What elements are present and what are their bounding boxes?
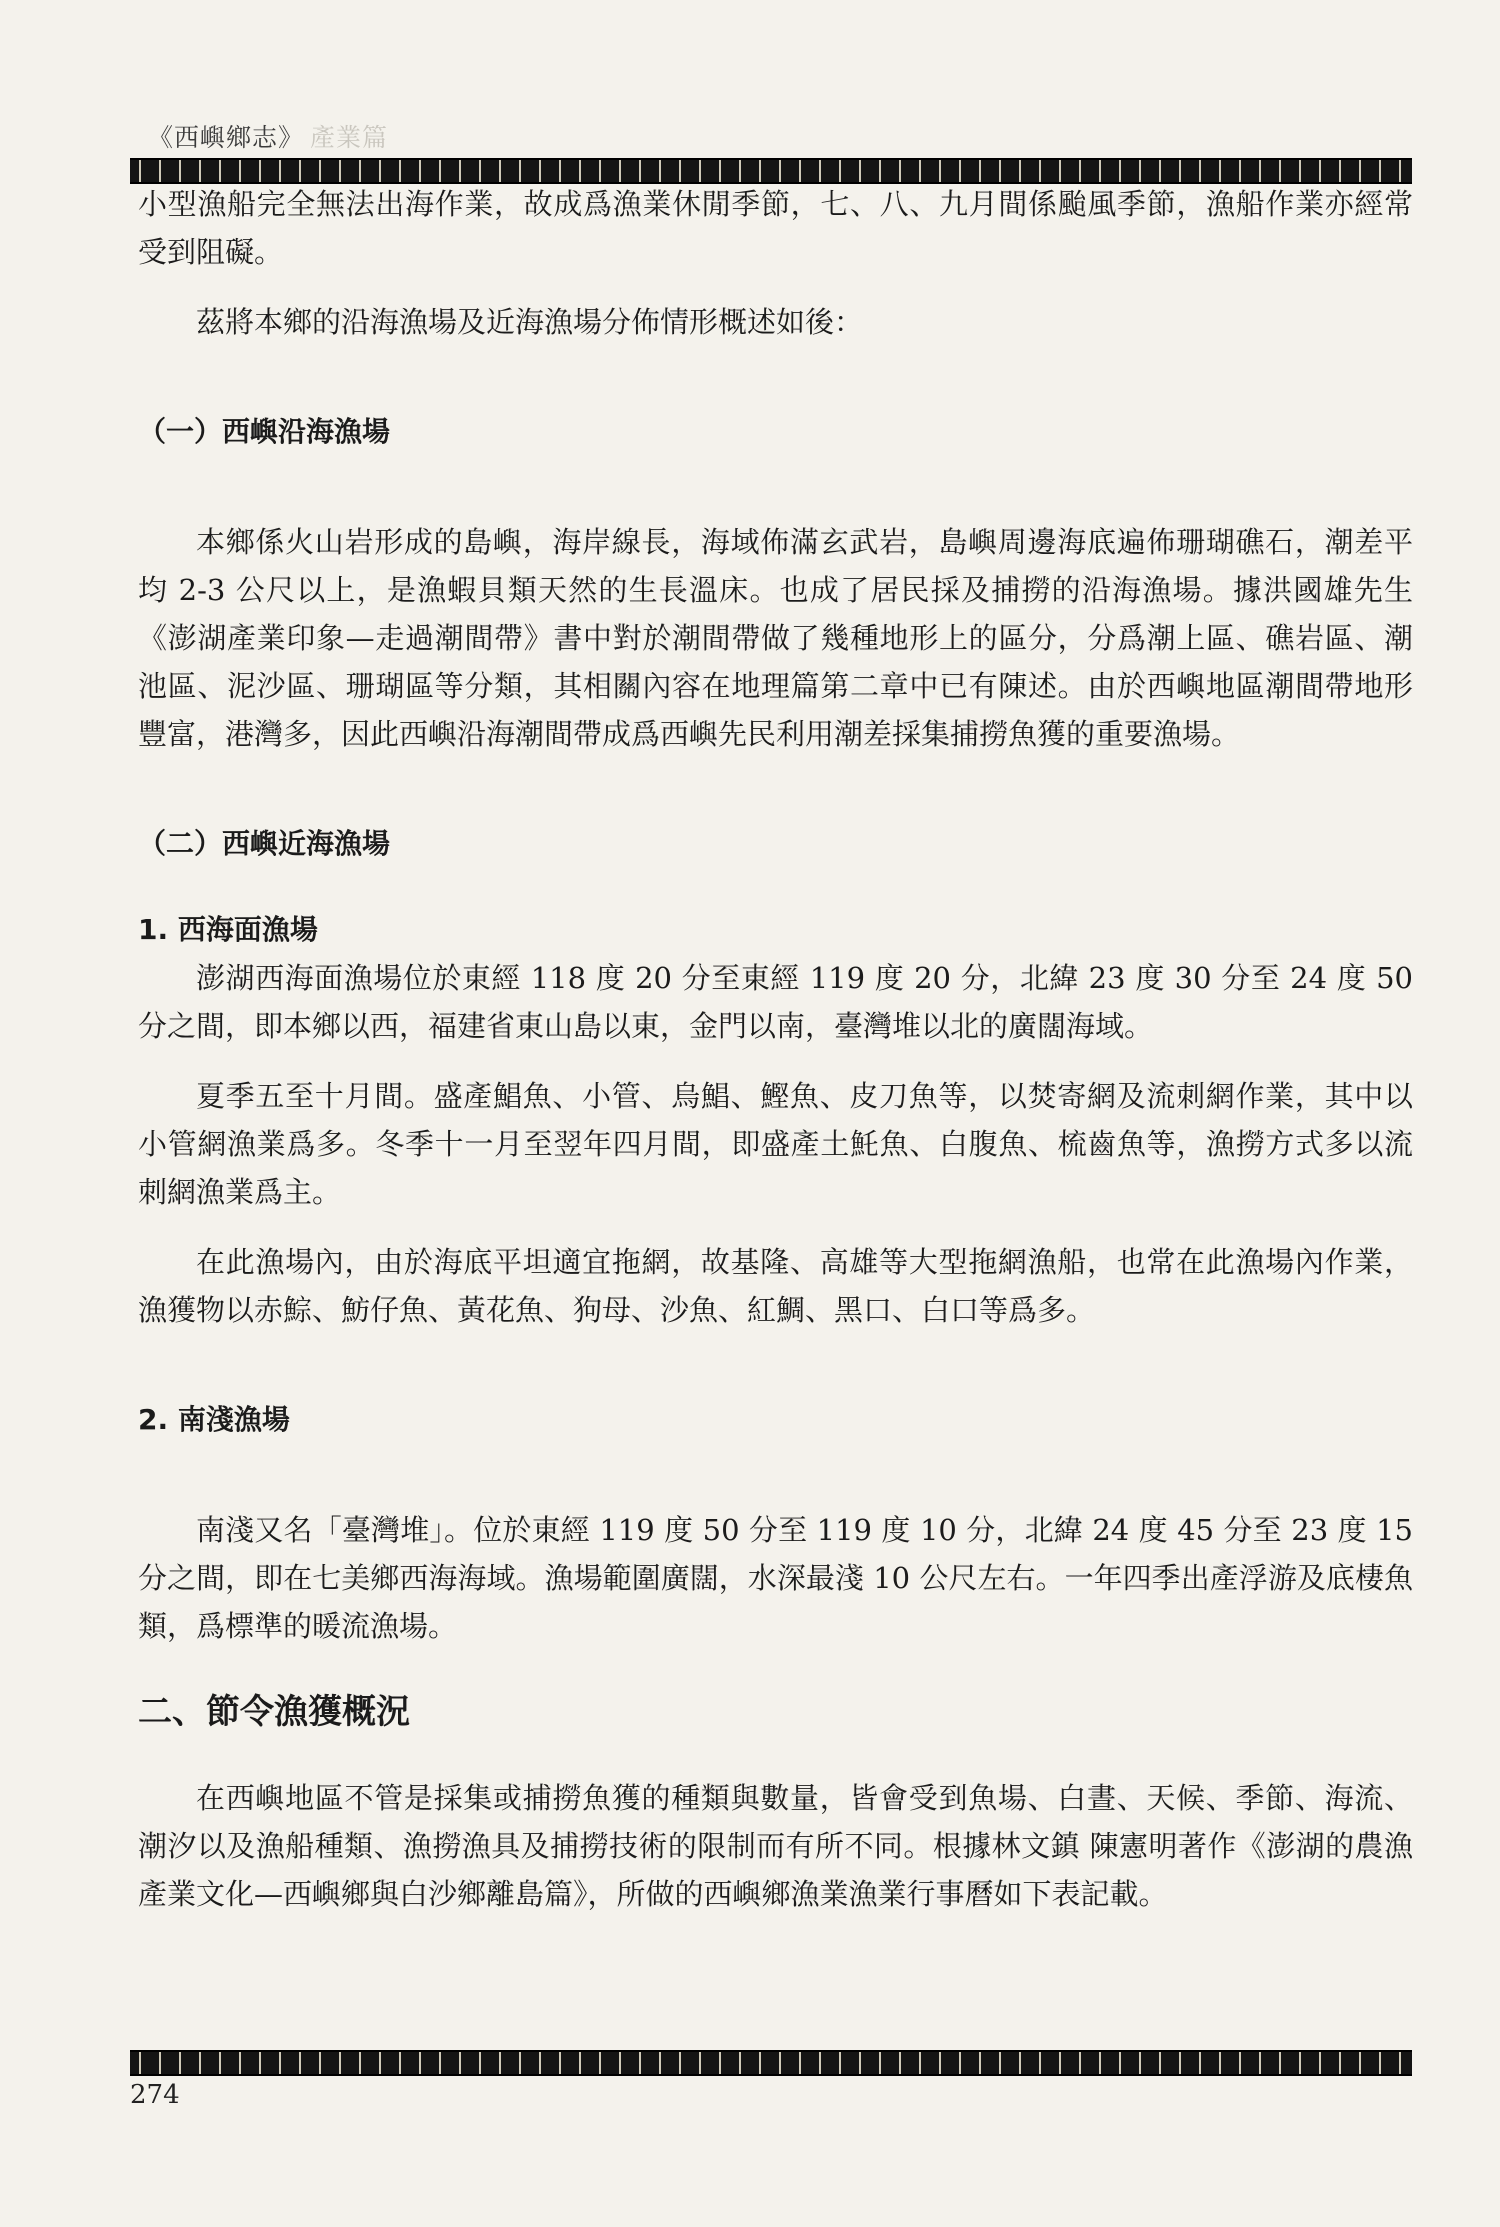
paragraph-west-sea-trawling: 在此漁場內，由於海底平坦適宜拖網，故基隆、高雄等大型拖網漁船，也常在此漁場內作業，漁獲物以赤鯮、魴仔魚、黃花魚、狗母、沙魚、紅鯛、黑口、白口等爲多。: [138, 1245, 1413, 1327]
paragraph-west-sea-seasons: 夏季五至十月間。盛產鯧魚、小管、烏鯧、鰹魚、皮刀魚等，以焚寄網及流刺網作業，其中以小管網漁業爲多。冬季十一月至翌年四月間，即盛產土魠魚、白腹魚、梳齒魚等，漁撈方式多以流刺網漁業爲主。: [138, 1079, 1413, 1209]
decorative-border-bottom: [130, 2050, 1412, 2076]
paragraph-west-sea-location: 澎湖西海面漁場位於東經 118 度 20 分至東經 119 度 20 分，北緯 23 度 30 分至 24 度 50 分之間，即本鄉以西，福建省東山島以東，金門以南，臺灣堆以北的廣闊海域。: [138, 961, 1413, 1043]
running-header: [148, 118, 388, 154]
subheading-offshore-fishery: （二）西嶼近海漁場: [138, 827, 391, 860]
subheading-west-sea-fishery: 1. 西海面漁場: [138, 913, 318, 946]
page-body: [138, 180, 1413, 1918]
page-number: 274: [130, 2080, 180, 2110]
paragraph-seasonal-catch: 在西嶼地區不管是採集或捕撈魚獲的種類與數量，皆會受到魚場、白晝、天候、季節、海流、潮汐以及漁船種類、漁撈漁具及捕撈技術的限制而有所不同。根據林文鎮 陳憲明著作《澎湖的農漁產業文化—西嶼鄉與白沙鄉離島篇》，所做的西嶼鄉漁業漁業行事曆如下表記載。: [138, 1781, 1413, 1911]
bleed-through-text: 產業篇: [310, 123, 389, 152]
paragraph-nanqian-fishery: 南淺又名「臺灣堆」。位於東經 119 度 50 分至 119 度 10 分，北緯 24 度 45 分至 23 度 15 分之間，即在七美鄉西海海域。漁場範圍廣闊，水深最淺 10 公尺左右。一年四季出產浮游及底棲魚類，爲標準的暖流漁場。: [138, 1513, 1413, 1643]
paragraph-coastal-fishery: 本鄉係火山岩形成的島嶼，海岸線長，海域佈滿玄武岩，島嶼周邊海底遍佈珊瑚礁石，潮差平均 2-3 公尺以上，是漁蝦貝類天然的生長溫床。也成了居民採及捕撈的沿海漁場。據洪國雄先生《澎湖產業印象—走過潮間帶》書中對於潮間帶做了幾種地形上的區分，分爲潮上區、礁岩區、潮池區、泥沙區、珊瑚區等分類，其相關內容在地理篇第二章中已有陳述。由於西嶼地區潮間帶地形豐富，港灣多，因此西嶼沿海潮間帶成爲西嶼先民利用潮差採集捕撈魚獲的重要漁場。: [138, 525, 1413, 751]
subheading-coastal-fishery: （一）西嶼沿海漁場: [138, 415, 391, 448]
paragraph-intro-summary: 茲將本鄉的沿海漁場及近海漁場分佈情形概述如後：: [196, 305, 864, 339]
subheading-nanqian-fishery: 2. 南淺漁場: [138, 1403, 290, 1436]
section-heading-seasonal-catch: 二、節令漁獲概況: [138, 1692, 410, 1732]
book-title: 《西嶼鄉志》: [148, 123, 305, 152]
paragraph-intro-continuation: 小型漁船完全無法出海作業，故成爲漁業休閒季節，七、八、九月間係颱風季節，漁船作業亦經常受到阻礙。: [138, 187, 1413, 269]
